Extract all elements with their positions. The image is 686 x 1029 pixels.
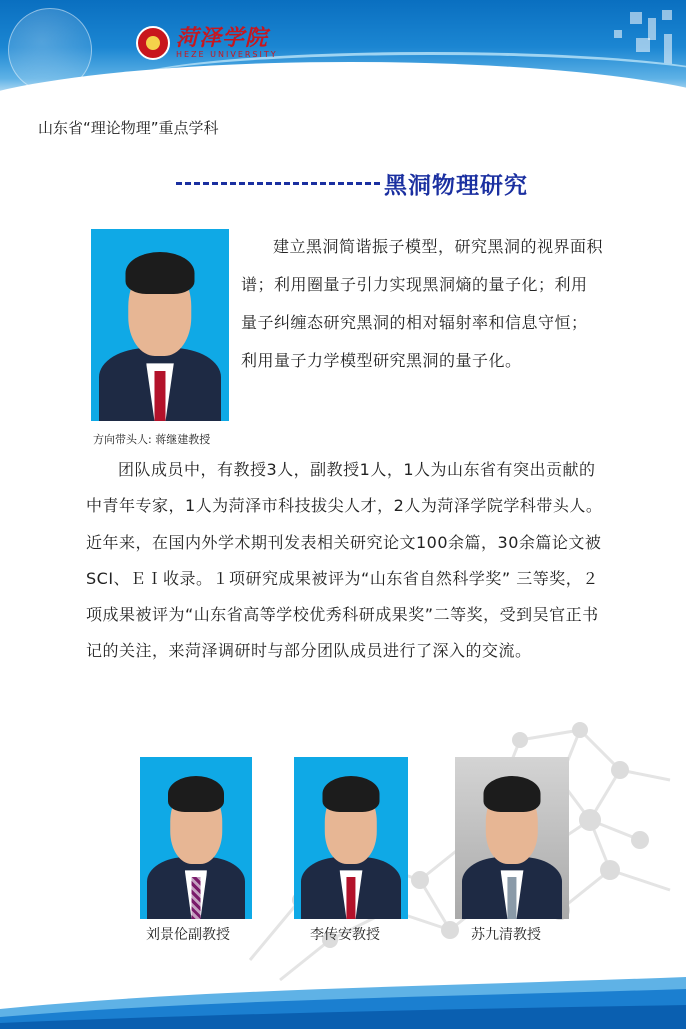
leader-photo [91, 229, 229, 421]
university-seal-icon [136, 26, 170, 60]
member-name: 刘景伦副教授 [146, 927, 230, 943]
logo-english-name: HEZE UNIVERSITY [176, 50, 278, 59]
footer-wave [0, 969, 686, 1029]
member-photo [455, 757, 569, 919]
member-card [140, 757, 252, 943]
leader-caption: 方向带头人: 蒋继建教授 [93, 433, 211, 446]
logo-chinese-name: 菏泽学院 [176, 25, 269, 51]
key-discipline-label: 山东省“理论物理”重点学科 [38, 119, 219, 137]
member-name: 李传安教授 [310, 927, 380, 943]
title-dashes [176, 182, 380, 185]
member-card [294, 757, 408, 943]
section-title-row [176, 167, 528, 200]
member-photo [294, 757, 408, 919]
member-photo [140, 757, 252, 919]
header-banner [0, 0, 686, 105]
research-description: 建立黑洞简谐振子模型，研究黑洞的视界面积谱；利用圈量子引力实现黑洞熵的量子化；利用量子纠缠态研究黑洞的相对辐射率和信息守恒；利用量子力学模型研究黑洞的量子化。 [241, 237, 604, 370]
university-logo [136, 24, 278, 62]
team-description: 团队成员中，有教授3人，副教授1人，1人为山东省有突出贡献的中青年专家，1人为菏泽市科技拔尖人才，2人为菏泽学院学科带头人。近年来，在国内外学术期刊发表相关研究论文100余篇，30余篇论文被SCI、ＥＩ收录。１项研究成果被评为“山东省自然科学奖” 三等奖，２项成果被评为“山东省高等学校优秀科研成果奖”二等奖，受到吴官正书记的关注，来菏泽调研时与部分团队成员进行了深入的交流。 [86, 460, 603, 661]
page-title: 黑洞物理研究 [384, 173, 528, 199]
member-name: 苏九清教授 [471, 927, 541, 943]
member-card [455, 757, 569, 943]
